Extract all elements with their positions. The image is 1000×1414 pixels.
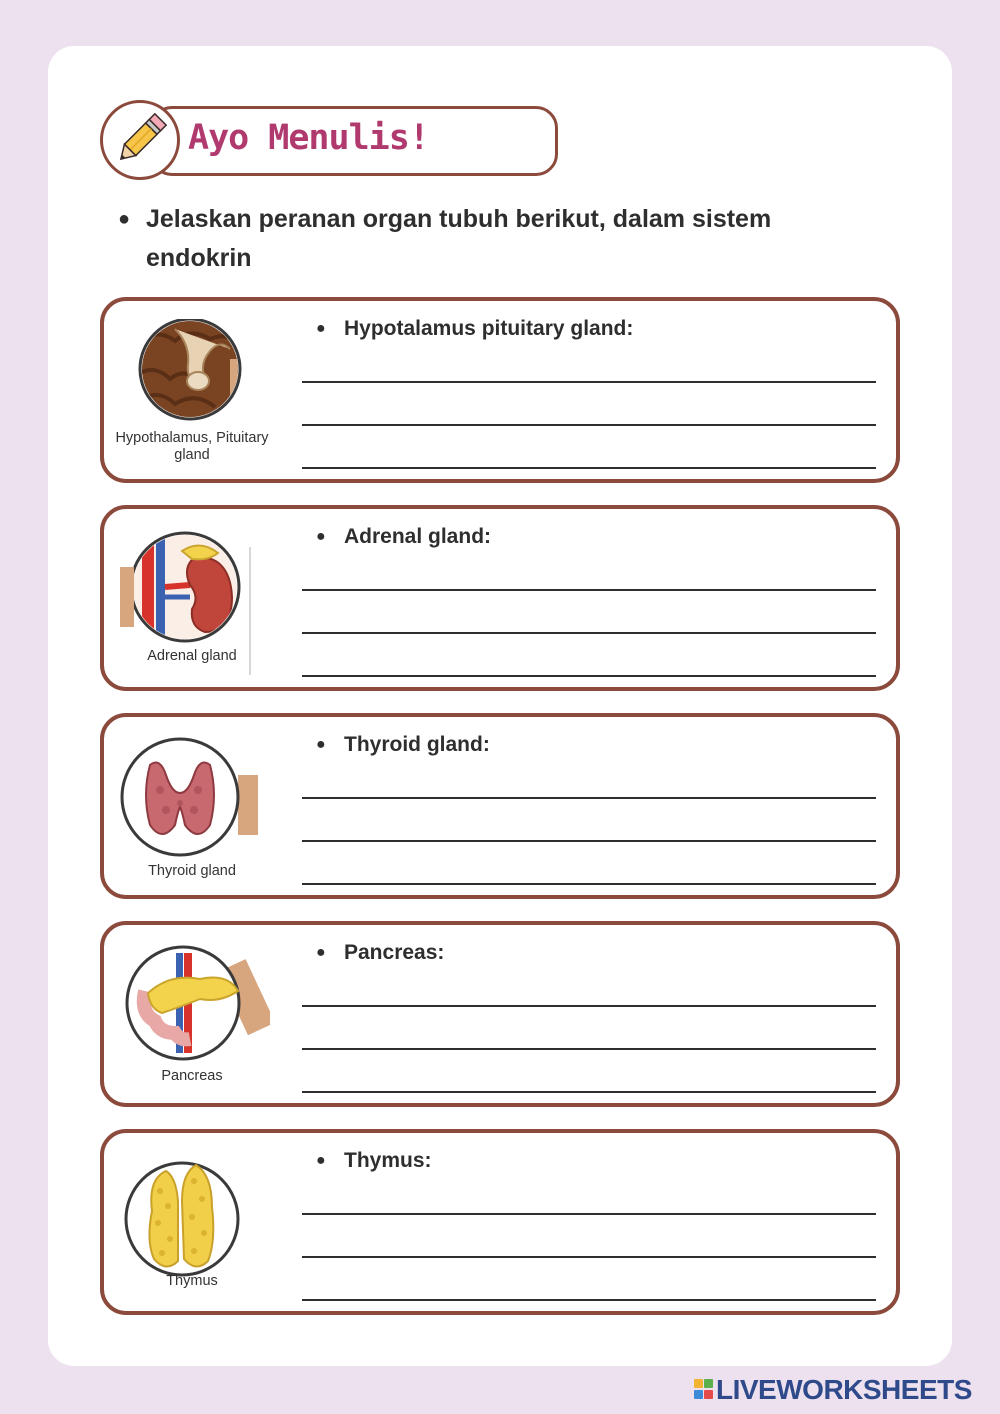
- logo-brand-text: LIVEWORKSHEETS: [716, 1374, 972, 1405]
- liveworksheets-logo[interactable]: [694, 1372, 994, 1408]
- page-title: Ayo Menulis!: [188, 118, 429, 158]
- prompt-thymus: ● Thymus:: [316, 1143, 656, 1178]
- answer-line[interactable]: [302, 675, 876, 677]
- pencil-badge: [100, 100, 180, 180]
- bullet-icon: ●: [316, 736, 326, 753]
- answer-line[interactable]: [302, 632, 876, 634]
- pencil-icon: [103, 103, 177, 177]
- card-hypothalamus: [100, 297, 900, 483]
- caption-pancreas: Pancreas: [161, 1068, 223, 1084]
- answer-line[interactable]: [302, 797, 876, 799]
- caption-thymus: Thymus: [166, 1273, 218, 1289]
- caption-thyroid: Thyroid gland: [148, 863, 236, 879]
- bullet-icon: ●: [118, 208, 131, 230]
- answer-line[interactable]: [302, 1213, 876, 1215]
- bullet-icon: ●: [316, 944, 326, 961]
- card-adrenal: [100, 505, 900, 691]
- answer-line[interactable]: [302, 1299, 876, 1301]
- caption-adrenal: Adrenal gland: [147, 648, 237, 664]
- prompt-pancreas: ● Pancreas:: [316, 935, 656, 970]
- thyroid-illustration: [120, 735, 270, 883]
- answer-line[interactable]: [302, 467, 876, 469]
- instruction-text: Jelaskan peranan organ tubuh berikut, dalam sistem endokrin: [146, 205, 772, 272]
- bullet-icon: ●: [316, 528, 326, 545]
- answer-line[interactable]: [302, 381, 876, 383]
- bullet-icon: ●: [316, 320, 326, 337]
- instruction: [118, 200, 838, 278]
- answer-line[interactable]: [302, 840, 876, 842]
- bullet-icon: ●: [316, 1152, 326, 1169]
- answer-line[interactable]: [302, 883, 876, 885]
- thyroid-icon: [120, 735, 270, 883]
- prompt-thyroid: ● Thyroid gland:: [316, 727, 656, 762]
- answer-line[interactable]: [302, 1048, 876, 1050]
- prompt-adrenal: ● Adrenal gland:: [316, 519, 656, 554]
- answer-line[interactable]: [302, 1091, 876, 1093]
- card-thyroid: [100, 713, 900, 899]
- caption-hypothalamus: Hypothalamus, Pituitary gland: [115, 430, 269, 463]
- answer-line[interactable]: [302, 1256, 876, 1258]
- card-pancreas: [100, 921, 900, 1107]
- card-thymus: [100, 1129, 900, 1315]
- answer-line[interactable]: [302, 1005, 876, 1007]
- answer-line[interactable]: [302, 424, 876, 426]
- answer-line[interactable]: [302, 589, 876, 591]
- logo-blocks-icon: [694, 1379, 714, 1401]
- prompt-hypothalamus: ● Hypotalamus pituitary gland:: [316, 311, 656, 346]
